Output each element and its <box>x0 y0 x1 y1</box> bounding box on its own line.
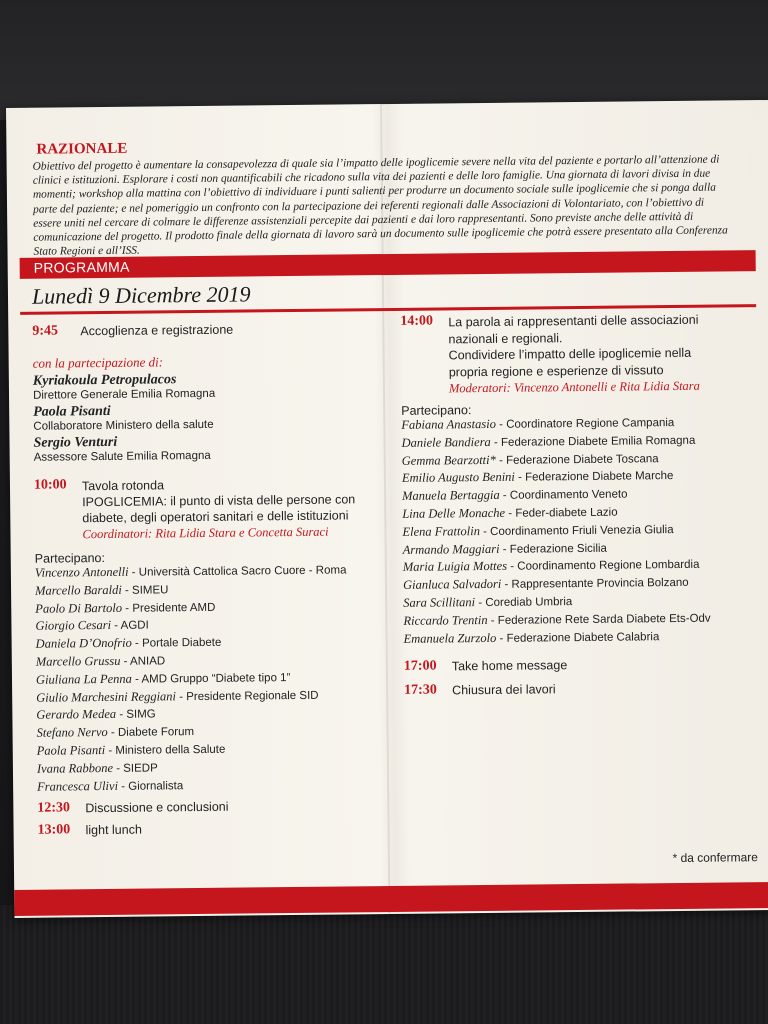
list-item: Elena Frattolin - Coordinamento Friuli Venezia Giulia <box>402 523 674 539</box>
right-column <box>400 310 764 707</box>
list-item: Lina Delle Monache - Feder-diabete Lazio <box>402 505 618 521</box>
list-item: Vincenzo Antonelli - Università Cattolica Sacro Cuore - Roma <box>34 564 347 580</box>
list-item: Gemma Bearzotti* - Federazione Diabete Toscana <box>401 452 659 468</box>
guest-name: Kyriakoula Petropulacos <box>32 372 177 389</box>
coordinators: Coordinatori: Rita Lidia Stara e Concetta Suraci <box>82 524 329 542</box>
agenda-item-text: diabete, degli operatori sanitari e delle istituzioni <box>82 508 349 526</box>
list-item: Paolo Di Bartolo - Presidente AMD <box>35 600 216 616</box>
time-0945: 9:45 <box>32 323 59 339</box>
programma-label: PROGRAMMA <box>33 258 130 276</box>
list-item: Gianluca Salvadori - Rappresentante Provincia Bolzano <box>402 577 689 593</box>
list-item: Daniela D’Onofrio - Portale Diabete <box>35 635 222 651</box>
guest-role: Direttore Generale Emilia Romagna <box>32 387 216 402</box>
agenda-item-text: nazionali e regionali. <box>448 330 563 346</box>
razionale-text: Obiettivo del progetto è aumentare la consapevolezza di quale sia l’impatto delle ipoglicemie severe nella vita del paziente e portarlo all’attenzione di clinici e istituzioni. Esplorare i costi non quantificabili che ricadono sulla vita dei pazienti e delle loro famiglie. Una giornata di lavori divisa in due momenti; workshop alla mattina con l’obiettivo di individuare i punti salienti per produrre un documento sociale sulle ipoglicemie che si ponga dalla parte del paziente; e nel pomeriggio un confronto con la partecipazione dei referenti regionali dalle Associazioni di Volontariato, con l’obiettivo di essere uniti nel cercare di colmare le differenze assistenziali percepite dai pazienti e dai loro rappresentanti. Sono previste anche delle attività di comunicazione del progetto. Il prodotto finale della giornata di lavoro sarà un documento sulle ipoglicemie che potrà essere presentato alla Conferenza Stato Regioni e all’ISS. <box>32 153 728 258</box>
list-item: Maria Luigia Mottes - Coordinamento Regione Lombardia <box>402 559 700 575</box>
program-brochure <box>6 100 768 918</box>
partecipano-label: Partecipano: <box>401 403 472 418</box>
list-item: Riccardo Trentin - Federazione Rete Sarda Diabete Ets-Odv <box>403 612 711 628</box>
list-item: Fabiana Anastasio - Coordinatore Regione Campania <box>401 416 675 432</box>
partecipazione-label: con la partecipazione di: <box>32 354 164 371</box>
time-1730: 17:30 <box>404 682 437 699</box>
agenda-item-text: Condividere l’impatto delle ipoglicemie nella <box>448 345 692 363</box>
agenda-item-text: light lunch <box>85 822 142 838</box>
guest-role: Assessore Salute Emilia Romagna <box>33 449 211 464</box>
list-item: Paola Pisanti - Ministero della Salute <box>36 742 226 758</box>
list-item: Daniele Bandiera - Federazione Diabete Emilia Romagna <box>401 434 696 450</box>
bottom-band <box>14 882 768 916</box>
agenda-item-text: Discussione e conclusioni <box>85 800 229 816</box>
list-item: Francesca Ulivi - Giornalista <box>37 778 184 794</box>
moderators: Moderatori: Vincenzo Antonelli e Rita Lidia Stara <box>448 378 700 396</box>
list-item: Gerardo Medea - SIMG <box>36 707 156 723</box>
list-item: Emilio Augusto Benini - Federazione Diabete Marche <box>401 470 674 486</box>
guest-name: Paola Pisanti <box>33 403 111 420</box>
partecipano-label: Partecipano: <box>34 550 105 566</box>
guest-name: Sergio Venturi <box>33 434 118 451</box>
list-item: Ivana Rabbone - SIEDP <box>36 760 158 776</box>
agenda-item-text: Accoglienza e registrazione <box>80 322 234 339</box>
time-1230: 12:30 <box>37 800 71 817</box>
left-column <box>32 320 382 845</box>
list-item: Giuliana La Penna - AMD Gruppo “Diabete tipo 1” <box>35 671 291 687</box>
agenda-item-text: Take home message <box>451 658 568 674</box>
footnote: * da confermare <box>672 850 758 866</box>
time-1700: 17:00 <box>403 658 437 675</box>
time-1300: 13:00 <box>37 822 71 839</box>
time-1000: 10:00 <box>33 477 67 493</box>
agenda-item-text: Tavola rotonda <box>81 478 165 494</box>
list-item: Manuela Bertaggia - Coordinamento Veneto <box>402 488 628 504</box>
list-item: Marcello Baraldi - SIMEU <box>35 582 169 598</box>
participants-list-right <box>401 414 763 649</box>
list-item: Sara Scillitani - Corediab Umbria <box>403 595 573 610</box>
agenda-item-text: La parola ai rappresentanti delle associazioni <box>448 312 699 330</box>
list-item: Giulio Marchesini Reggiani - Presidente Regionale SID <box>36 688 319 705</box>
agenda-item-text: Chiusura dei lavori <box>452 682 556 698</box>
participants-list-left <box>35 562 382 797</box>
event-date: Lunedì 9 Dicembre 2019 <box>31 281 251 309</box>
razionale-title: RAZIONALE <box>36 140 128 158</box>
list-item: Emanuela Zurzolo - Federazione Diabete Calabria <box>403 630 660 646</box>
list-item: Giorgio Cesari - AGDI <box>35 618 149 634</box>
list-item: Armando Maggiari - Federazione Sicilia <box>402 541 607 557</box>
guest-role: Collaboratore Ministero della salute <box>33 418 214 433</box>
background-fabric-bottom <box>0 905 768 1024</box>
time-1400: 14:00 <box>400 313 434 329</box>
agenda-item-text: propria regione e esperienze di vissuto <box>448 362 664 379</box>
list-item: Stefano Nervo - Diabete Forum <box>36 725 195 740</box>
agenda-item-text: IPOGLICEMIA: il punto di vista delle persone con <box>82 492 356 510</box>
list-item: Marcello Grussu - ANIAD <box>35 653 166 669</box>
